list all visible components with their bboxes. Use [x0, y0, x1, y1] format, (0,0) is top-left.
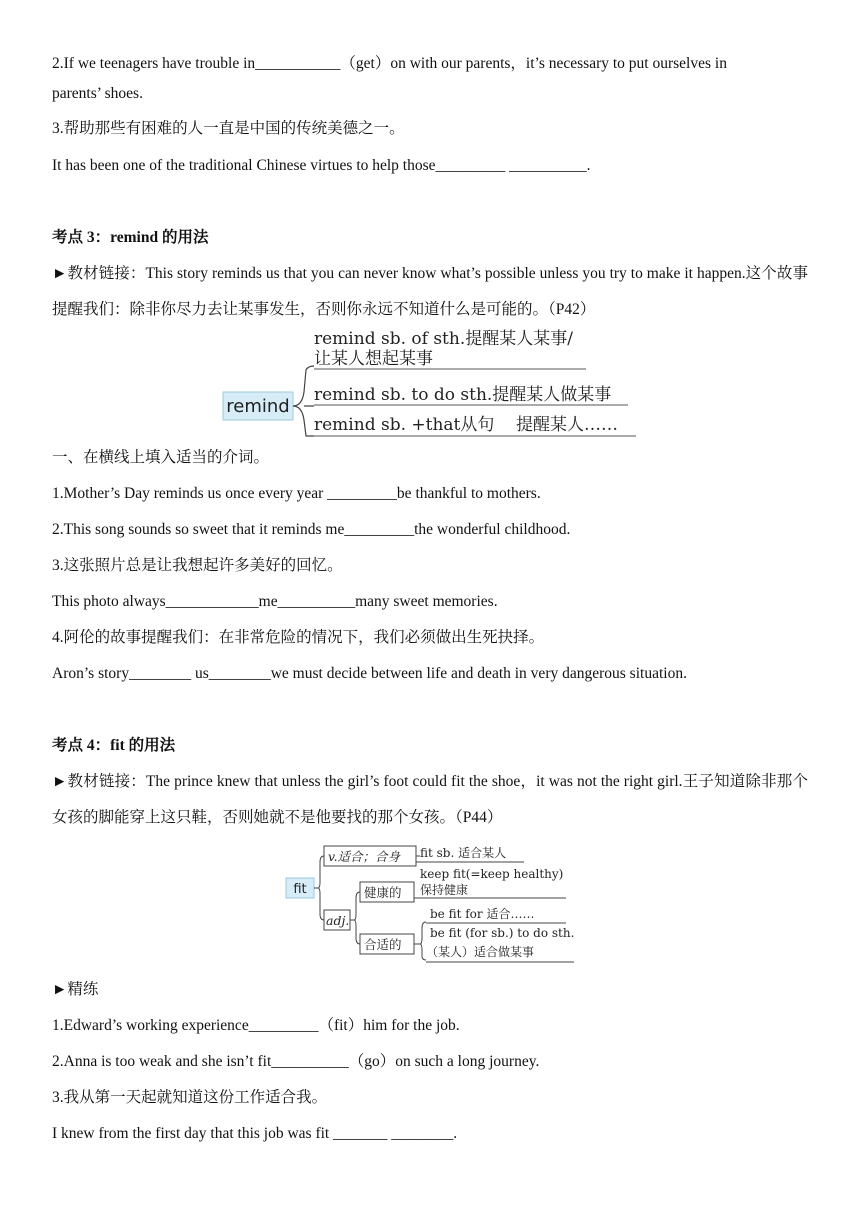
fit-suitable-item-2: be fit (for sb.) to do sth. — [430, 926, 575, 940]
fit-healthy-item-2: 保持健康 — [420, 883, 469, 897]
question-line: 1.Edward’s working experience_________（fit）him for the job. — [52, 1017, 460, 1034]
remind-diagram — [218, 322, 642, 440]
textbook-link: ►教材链接：This story reminds us that you can never know what’s possible unless you try to make it happen.这个故事提醒我们：除非你尽力去让某事发生，否则你永远不知道什么是可能的。（P42） — [52, 265, 808, 318]
question-line: parents’ shoes. — [52, 85, 143, 102]
remind-branch-3: remind sb. +that从句 提醒某人…… — [314, 415, 618, 435]
fit-connector — [314, 856, 324, 920]
question-line: 2.This song sounds so sweet that it reminds me_________the wonderful childhood. — [52, 521, 571, 538]
question-line: Aron’s story________ us________we must decide between life and death in very dangerous situation. — [52, 665, 687, 682]
remind-branch-2: remind sb. to do sth.提醒某人做某事 — [314, 385, 612, 405]
fit-adj-connector — [350, 892, 360, 944]
instruction: 一、在横线上填入适当的介词。 — [52, 449, 270, 466]
question-line: 4.阿伦的故事提醒我们：在非常危险的情况下，我们必须做出生死抉择。 — [52, 629, 545, 646]
fit-root-label: fit — [293, 882, 307, 897]
fit-suitable-connector — [414, 922, 426, 960]
fit-adj-label: adj. — [326, 913, 350, 928]
remind-connector — [293, 366, 314, 436]
question-line: 3.这张照片总是让我想起许多美好的回忆。 — [52, 557, 343, 574]
remind-branch-1a: remind sb. of sth.提醒某人某事/ — [314, 329, 573, 349]
question-line: 3.帮助那些有困难的人一直是中国的传统美德之一。 — [52, 120, 405, 137]
fit-suitable-item-1: be fit for 适合…… — [430, 907, 535, 921]
fit-healthy-label: 健康的 — [364, 885, 402, 900]
remind-root-label: remind — [226, 396, 290, 417]
question-line: It has been one of the traditional Chinese virtues to help those_________ __________. — [52, 157, 591, 174]
fit-suitable-item-3: （某人）适合做某事 — [426, 945, 535, 959]
question-line: 2.Anna is too weak and she isn’t fit__________（go）on such a long journey. — [52, 1053, 540, 1070]
question-line: 1.Mother’s Day reminds us once every year _________be thankful to mothers. — [52, 485, 541, 502]
fit-v-item: fit sb. 适合某人 — [420, 846, 507, 860]
practice-label: ►精练 — [52, 981, 99, 998]
question-line: This photo always____________me__________many sweet memories. — [52, 593, 498, 610]
question-line: 2.If we teenagers have trouble in___________（get）on with our parents，it’s necessary to put ourselves in — [52, 55, 727, 72]
section-heading: 考点 3：remind 的用法 — [52, 229, 209, 246]
textbook-link: ►教材链接：The prince knew that unless the girl’s foot could fit the shoe，it was not the right girl.王子知道除非那个女孩的脚能穿上这只鞋，否则她就不是他要找的那个女孩。（P44） — [52, 773, 808, 826]
question-line: I knew from the first day that this job was fit _______ ________. — [52, 1125, 458, 1142]
fit-suitable-label: 合适的 — [364, 937, 402, 952]
fit-healthy-item-1: keep fit(=keep healthy) — [420, 867, 564, 881]
section-heading: 考点 4：fit 的用法 — [52, 737, 176, 754]
fit-v-label: v.适合；合身 — [328, 849, 401, 864]
remind-branch-1b: 让某人想起某事 — [314, 349, 433, 369]
question-line: 3.我从第一天起就知道这份工作适合我。 — [52, 1089, 328, 1106]
fit-diagram — [284, 838, 580, 968]
